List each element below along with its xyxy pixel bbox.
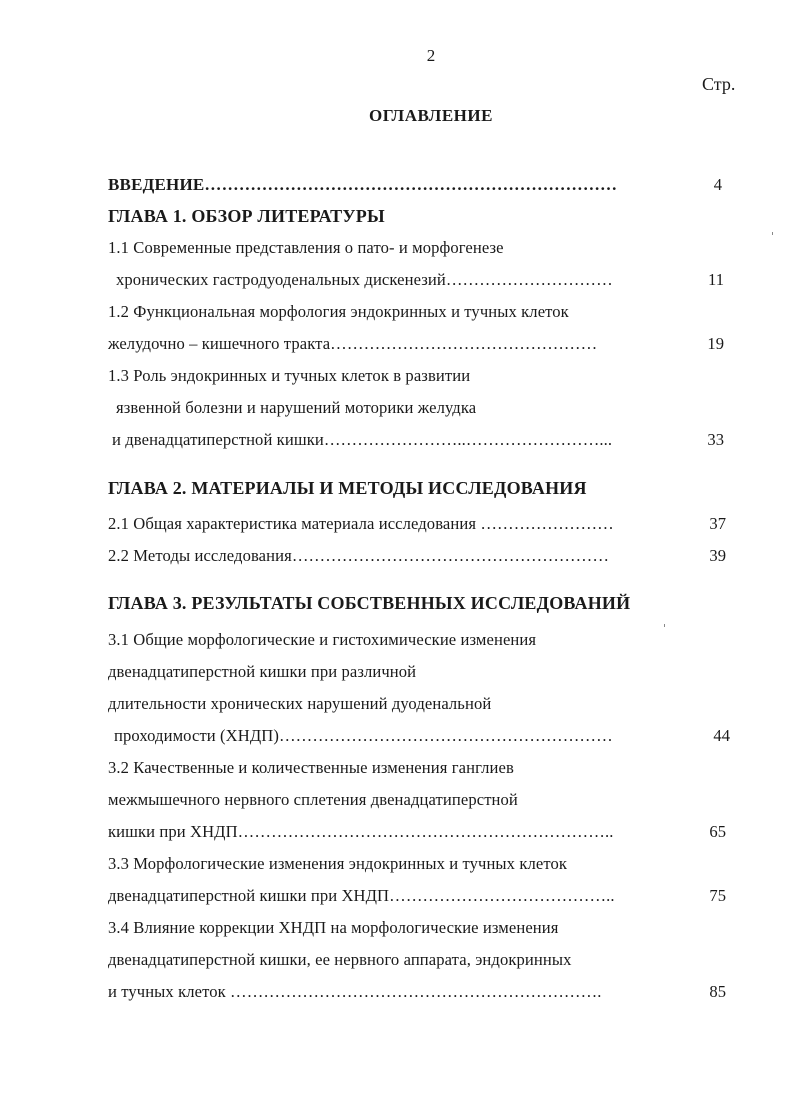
toc-page-1-3: 33 [707, 430, 724, 449]
toc-entry-3-1-line1: 3.1 Общие морфологические и гистохимические изменения [108, 630, 537, 649]
toc-entry-1-3-line3: и двенадцатиперстной кишки……………………..……………………... [112, 430, 613, 449]
toc-entry-2-2: 2.2 Методы исследования………………………………………………… [108, 546, 610, 565]
toc-entry-1-1-line2: хронических гастродуоденальных дискенезий………………………… [116, 270, 613, 289]
toc-entry-3-3-line1: 3.3 Морфологические изменения эндокринных и тучных клеток [108, 854, 568, 873]
toc-entry-1-3-line1: 1.3 Роль эндокринных и тучных клеток в развитии [108, 366, 471, 385]
toc-page-3-1: 44 [713, 726, 730, 745]
toc-entry-3-1-line4: проходимости (ХНДП)…………………………………………………… [114, 726, 613, 745]
toc-page-2-2: 39 [709, 546, 726, 565]
toc-entry-2-1: 2.1 Общая характеристика материала исследования …………………… [108, 514, 614, 533]
toc-page-3-3: 75 [709, 886, 726, 905]
scan-speck [664, 624, 665, 627]
toc-entry-3-2-line3: кишки при ХНДП………………………………………………………….. [108, 822, 614, 841]
toc-entry-1-3-line2: язвенной болезни и нарушений моторики желудка [116, 398, 477, 417]
toc-entry-3-4-line2: двенадцатиперстной кишки, ее нервного аппарата, эндокринных [108, 950, 572, 969]
toc-entry-1-2-line2: желудочно – кишечного тракта………………………………………… [108, 334, 598, 353]
page-number: 2 [426, 46, 436, 65]
toc-entry-3-1-line3: длительности хронических нарушений дуоденальной [108, 694, 492, 713]
toc-entry-3-4-line1: 3.4 Влияние коррекции ХНДП на морфологические изменения [108, 918, 559, 937]
scan-speck [772, 232, 773, 235]
toc-page-1-1: 11 [708, 270, 724, 289]
toc-page-2-1: 37 [709, 514, 726, 533]
toc-entry-3-3-line2: двенадцатиперстной кишки при ХНДП………………………………….. [108, 886, 615, 905]
document-title: ОГЛАВЛЕНИЕ [369, 106, 493, 125]
toc-entry-3-1-line2: двенадцатиперстной кишки при различной [108, 662, 417, 681]
toc-chapter-1: ГЛАВА 1. ОБЗОР ЛИТЕРАТУРЫ [108, 206, 385, 226]
toc-entry-3-4-line3: и тучных клеток …………………………………………………………. [108, 982, 602, 1001]
toc-entry-1-2-line1: 1.2 Функциональная морфология эндокринных и тучных клеток [108, 302, 569, 321]
toc-page-3-4: 85 [709, 982, 726, 1001]
toc-entry-1-1-line1: 1.1 Современные представления о пато- и морфогенезе [108, 238, 504, 257]
page-column-label: Стр. [702, 74, 736, 94]
toc-entry-3-2-line2: межмышечного нервного сплетения двенадцатиперстной [108, 790, 518, 809]
toc-chapter-2: ГЛАВА 2. МАТЕРИАЛЫ И МЕТОДЫ ИССЛЕДОВАНИЯ [108, 478, 587, 498]
toc-chapter-3: ГЛАВА 3. РЕЗУЛЬТАТЫ СОБСТВЕННЫХ ИССЛЕДОВАНИЙ [108, 593, 631, 613]
toc-page-intro: 4 [713, 175, 722, 194]
toc-entry-intro: ВВЕДЕНИЕ……………………………………………………………… [108, 175, 618, 194]
toc-page-1-2: 19 [707, 334, 724, 353]
toc-entry-3-2-line1: 3.2 Качественные и количественные изменения ганглиев [108, 758, 514, 777]
toc-page-3-2: 65 [709, 822, 726, 841]
